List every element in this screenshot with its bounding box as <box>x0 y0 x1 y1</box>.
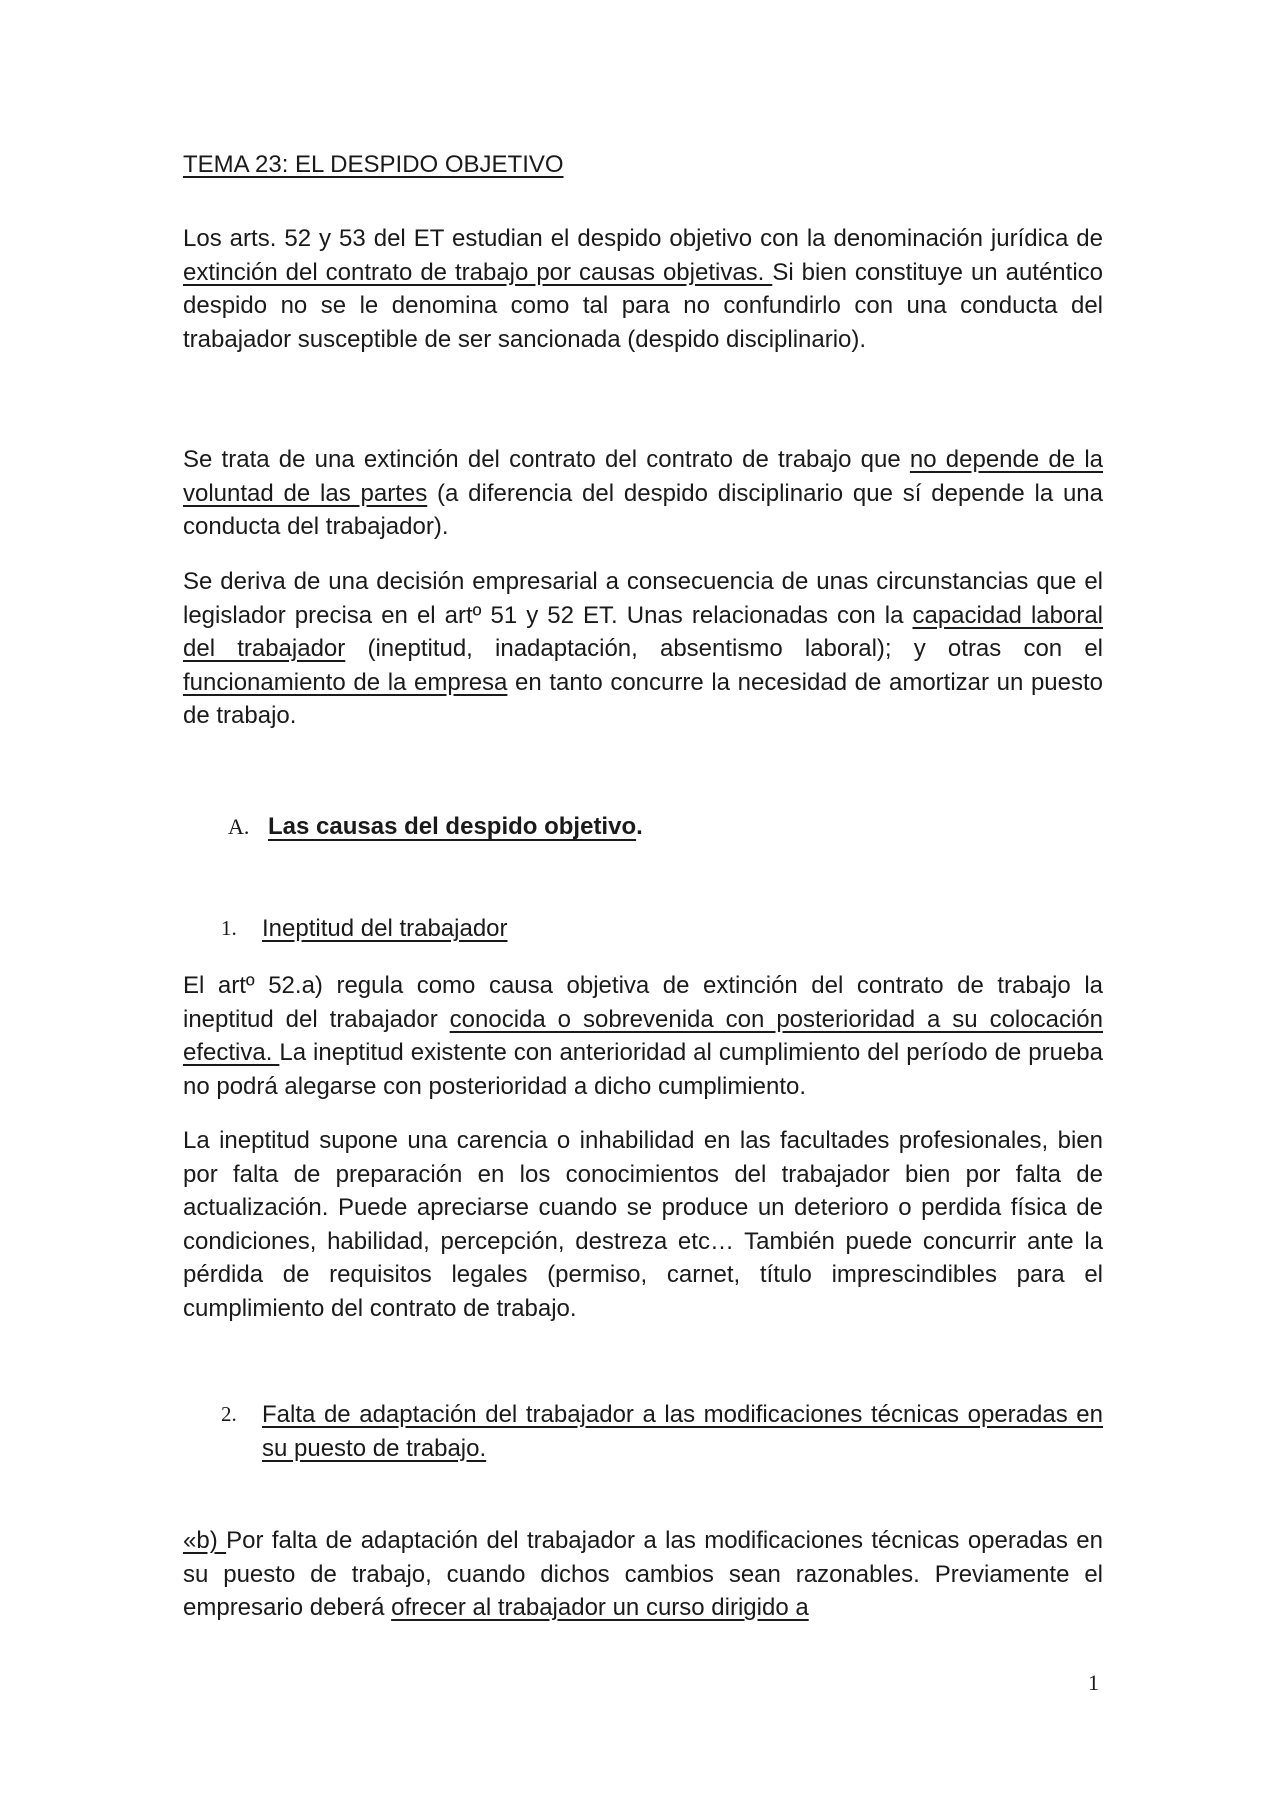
underlined-phrase: conocida o sobrevenida con posterioridad a su colocación efectiva. <box>183 1005 1103 1066</box>
section-marker: A. <box>228 814 250 839</box>
underlined-phrase: no depende de la voluntad de las partes <box>183 446 1104 507</box>
paragraph-text: Se deriva de una decisión empresarial a consecuencia de unas circunstancias que el legislador precisa en el artº 51 y 52 ET. Unas relacionadas con la <box>183 568 1103 629</box>
underlined-phrase: funcionamiento de la empresa <box>183 668 508 696</box>
paragraph-item1-2 <box>183 1124 1103 1325</box>
paragraph-text: La ineptitud supone una carencia o inhabilidad en las facultades profesionales, bien por falta de preparación en los conocimientos del trabajador bien por falta de actualización. Puede apreciarse cuando se produce un deterioro o perdida física de condiciones, habilidad, percepción, destreza etc… También puede concurrir ante la pérdida de requisitos legales (permiso, carnet, título imprescindibles para el cumplimiento del contrato de trabajo. <box>183 1127 1103 1322</box>
paragraph-item2-1 <box>183 1524 1103 1625</box>
section-heading-text: Las causas del despido objetivo <box>268 813 637 840</box>
paragraph-text: Por falta de adaptación del trabajador a las modificaciones técnicas operadas en su puesto de trabajo, cuando dichos cambios sean razonables. Previamente el empresario deberá <box>183 1527 1103 1621</box>
paragraph-text: Si bien constituye un auténtico despido no se le denomina como tal para no confundirlo con una conducta del trabajador susceptible de ser sancionada (despido disciplinario). <box>183 258 1104 353</box>
underlined-phrase: capacidad laboral del trabajador <box>183 601 1104 662</box>
underlined-phrase: «b) <box>183 1527 227 1554</box>
paragraph-intro-3 <box>183 565 1103 733</box>
paragraph-intro-1 <box>183 222 1103 356</box>
paragraph-text: Se trata de una extinción del contrato del contrato de trabajo que <box>183 446 910 473</box>
section-heading-label <box>268 812 643 842</box>
item-heading-label: Falta de adaptación del trabajador a las modificaciones técnicas operadas en su puesto de trabajo. <box>262 1401 1103 1462</box>
paragraph-text: en tanto concurre la necesidad de amortizar un puesto de trabajo. <box>183 668 1103 729</box>
paragraph-text: Los arts. 52 y 53 del ET estudian el despido objetivo con la denominación jurídica de <box>183 225 1103 252</box>
paragraph-text: El artº 52.a) regula como causa objetiva de extinción del contrato de trabajo la ineptitud del trabajador <box>183 972 1103 1033</box>
item-heading-label: Ineptitud del trabajador <box>262 915 508 942</box>
section-heading-period: . <box>636 813 643 840</box>
item-marker: 2. <box>221 1402 237 1426</box>
underlined-phrase: ofrecer al trabajador un curso dirigido a <box>391 1594 809 1621</box>
document-title <box>183 150 564 180</box>
paragraph-intro-2 <box>183 443 1103 544</box>
document-title-text: TEMA 23: EL DESPIDO OBJETIVO <box>183 151 564 178</box>
numbered-heading-1 <box>221 912 1103 946</box>
section-heading-a <box>228 812 643 842</box>
item-marker: 1. <box>221 916 237 940</box>
numbered-heading-2 <box>221 1398 1103 1465</box>
paragraph-text: (ineptitud, inadaptación, absentismo laboral); y otras con el <box>345 635 1104 662</box>
paragraph-item1-1 <box>183 969 1103 1103</box>
page-number: 1 <box>1088 1670 1099 1695</box>
paragraph-text: La ineptitud existente con anterioridad al cumplimiento del período de prueba no podrá alegarse con posterioridad a dicho cumplimiento. <box>183 1039 1103 1100</box>
underlined-phrase: extinción del contrato de trabajo por causas objetivas. <box>183 258 773 286</box>
paragraph-text: (a diferencia del despido disciplinario que sí depende la una conducta del trabajador). <box>183 479 1104 540</box>
